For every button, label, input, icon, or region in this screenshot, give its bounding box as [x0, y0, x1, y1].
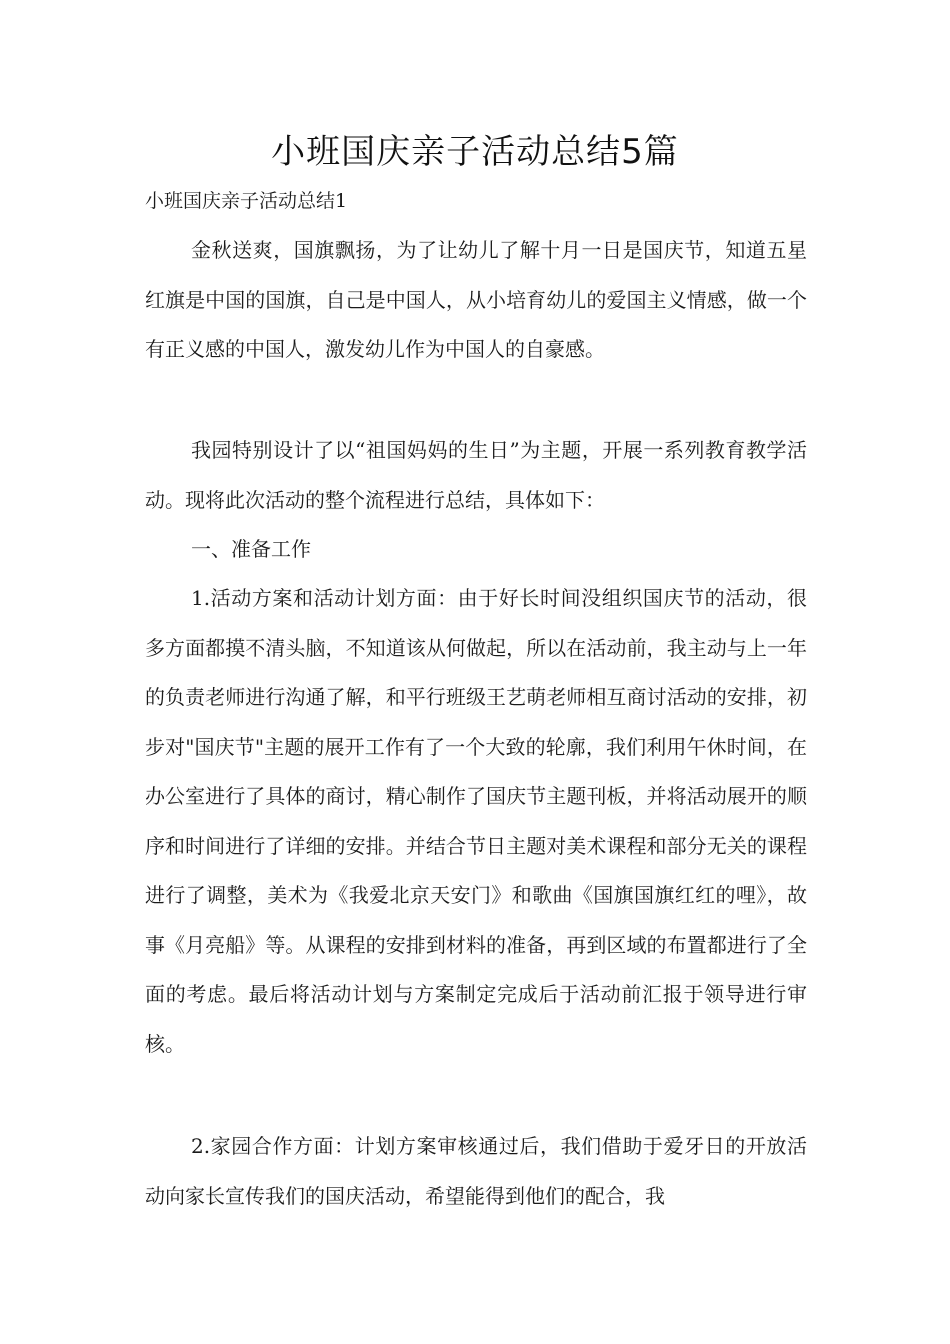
paragraph-intro: 金秋送爽，国旗飘扬，为了让幼儿了解十月一日是国庆节，知道五星红旗是中国的国旗，自己是中国人，从小培育幼儿的爱国主义情感，做一个有正义感的中国人，激发幼儿作为中国人的自豪感。 [145, 238, 807, 361]
paragraph-heading-preparation: 一、准备工作 [191, 537, 311, 561]
paragraph-activity-plan: 1.活动方案和活动计划方面：由于好长时间没组织国庆节的活动，很多方面都摸不清头脑，不知道该从何做起，所以在活动前，我主动与上一年的负责老师进行沟通了解，和平行班级王艺萌老师相互商讨活动的安排，初步对"国庆节"主题的展开工作有了一个大致的轮廓，我们利用午休时间，在办公室进行了具体的商讨，精心制作了国庆节主题刊板，并将活动展开的顺序和时间进行了详细的安排。并结合节日主题对美术课程和部分无关的课程进行了调整，美术为《我爱北京天安门》和歌曲《国旗国旗红红的哩》，故事《月亮船》等。从课程的安排到材料的准备，再到区域的布置都进行了全面的考虑。最后将活动计划与方案制定完成后于活动前汇报于领导进行审核。 [145, 586, 807, 1056]
document-title: 小班国庆亲子活动总结5篇 [271, 132, 679, 172]
paragraph-home-cooperation: 2.家园合作方面：计划方案审核通过后，我们借助于爱牙日的开放活动向家长宣传我们的国庆活动，希望能得到他们的配合，我 [145, 1134, 807, 1208]
section-heading: 小班国庆亲子活动总结1 [145, 190, 348, 212]
paragraph-theme: 我园特别设计了以“祖国妈妈的生日”为主题，开展一系列教育教学活动。现将此次活动的整个流程进行总结，具体如下： [145, 438, 807, 512]
